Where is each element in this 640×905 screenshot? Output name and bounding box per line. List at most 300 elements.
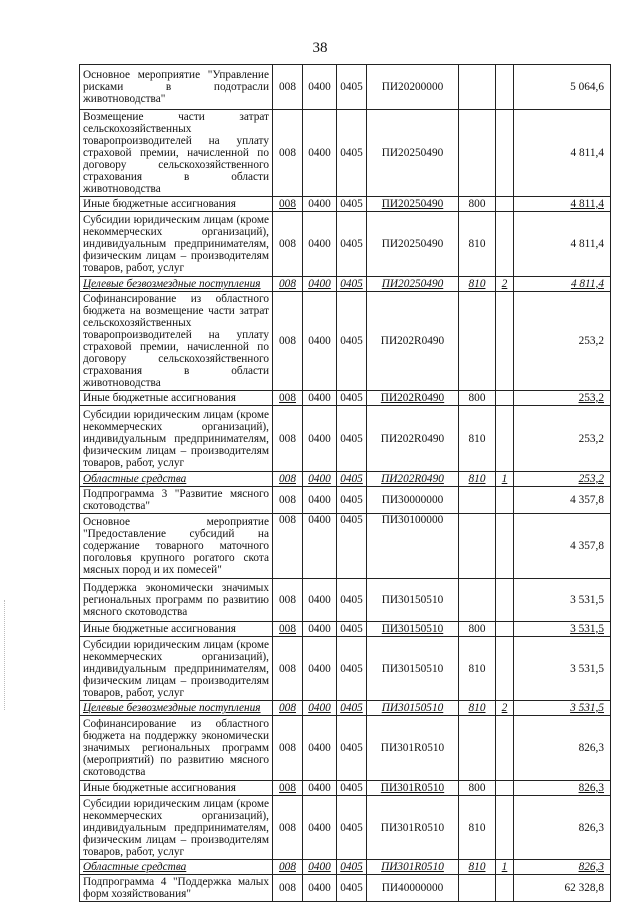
expense-type-cell (459, 875, 496, 902)
target-article-value: ПИ30150510 (381, 594, 444, 606)
target-article-value: ПИ30150510 (381, 702, 444, 714)
target-article-value: ПИ30150510 (381, 662, 444, 675)
target-article-cell (367, 622, 459, 637)
department-code-cell (273, 637, 303, 701)
item-name-cell: Софинансирование из областного бюджета на возмещение части затрат сельскохозяйственных товаропроизводителей на уплату страховой премии, начисленной по договору сельскохозяйственного страхования в области животноводства (80, 292, 273, 391)
department-code-cell (273, 875, 303, 902)
amount-value: 62 328,8 (564, 882, 604, 894)
table-row (80, 406, 611, 472)
amount-cell (514, 514, 611, 579)
funding-source-row (80, 860, 611, 875)
table-row (80, 212, 611, 277)
department-code-value: 008 (279, 278, 296, 290)
target-article-value: ПИ301R0510 (380, 782, 445, 794)
funding-source-cell (496, 197, 514, 212)
expense-type-cell (459, 110, 496, 197)
item-name-cell: Целевые безвозмездные поступления (80, 701, 273, 716)
subsection-code-cell (337, 212, 367, 277)
table-row (80, 391, 611, 406)
funding-source-cell (496, 65, 514, 110)
expense-type-value: 800 (468, 392, 486, 404)
funding-source-cell (496, 796, 514, 860)
item-name-cell: Подпрограмма 3 "Развитие мясного скотоводства" (80, 487, 273, 514)
target-article-cell (367, 487, 459, 514)
subsection-code-value: 0405 (340, 81, 363, 93)
funding-source-cell (496, 579, 514, 622)
amount-value: 4 357,8 (570, 540, 604, 552)
subsection-code-value: 0405 (340, 198, 363, 210)
item-name-cell: Областные средства (80, 472, 273, 487)
target-article-value: ПИ202R0490 (380, 335, 445, 347)
expense-type-cell (459, 197, 496, 212)
department-code-cell (273, 579, 303, 622)
subsection-code-value: 0405 (340, 702, 363, 714)
department-code-value: 008 (279, 623, 296, 635)
department-code-value: 008 (279, 81, 296, 93)
department-code-cell (273, 406, 303, 472)
department-code-value: 008 (279, 392, 296, 404)
item-name-cell: Субсидии юридическим лицам (кроме некоммерческих организаций), индивидуальным предпринимателям, физическим лицам – производителям товаров, работ, услуг (80, 796, 273, 860)
amount-cell (514, 65, 611, 110)
amount-cell (514, 637, 611, 701)
department-code-cell (273, 716, 303, 781)
subsection-code-value: 0405 (340, 782, 363, 794)
table-row (80, 622, 611, 637)
subsection-code-cell (337, 860, 367, 875)
funding-source-cell (496, 277, 514, 292)
amount-value: 4 811,4 (570, 198, 604, 210)
target-article-cell (367, 197, 459, 212)
funding-source-row (80, 277, 611, 292)
section-code-cell (303, 110, 337, 197)
subsection-code-cell (337, 197, 367, 212)
subsection-code-cell (337, 277, 367, 292)
section-code-cell (303, 781, 337, 796)
expense-type-cell (459, 391, 496, 406)
section-code-value: 0400 (308, 198, 331, 210)
target-article-cell (367, 716, 459, 781)
expense-type-value: 810 (468, 432, 486, 445)
department-code-cell (273, 514, 303, 579)
table-row (80, 65, 611, 110)
amount-value: 4 357,8 (570, 494, 604, 506)
target-article-value: ПИ20250490 (381, 198, 444, 210)
subsection-code-value: 0405 (340, 623, 363, 635)
section-code-value: 0400 (308, 147, 331, 159)
section-code-value: 0400 (308, 81, 331, 93)
expense-type-cell (459, 212, 496, 277)
section-code-value: 0400 (308, 392, 331, 404)
subsection-code-value: 0405 (340, 742, 363, 754)
expense-type-cell (459, 579, 496, 622)
section-code-cell (303, 796, 337, 860)
section-code-cell (303, 487, 337, 514)
item-name-cell: Софинансирование из областного бюджета на поддержку экономически значимых региональных программ (мероприятий) по развитию мясного скотоводства (80, 716, 273, 781)
section-code-value: 0400 (308, 432, 331, 445)
department-code-value: 008 (279, 882, 296, 894)
target-article-value: ПИ301R0510 (380, 821, 445, 834)
section-code-cell (303, 716, 337, 781)
table-row (80, 637, 611, 701)
amount-value: 3 531,5 (570, 623, 604, 635)
amount-cell (514, 197, 611, 212)
funding-source-cell (496, 716, 514, 781)
subsection-code-cell (337, 637, 367, 701)
expense-type-cell (459, 65, 496, 110)
item-name-cell: Иные бюджетные ассигнования (80, 781, 273, 796)
target-article-value: ПИ30150510 (381, 623, 444, 635)
department-code-cell (273, 701, 303, 716)
amount-cell (514, 292, 611, 391)
amount-value: 253,2 (578, 392, 604, 404)
section-code-cell (303, 472, 337, 487)
department-code-cell (273, 860, 303, 875)
target-article-value: ПИ301R0510 (381, 861, 444, 873)
subsection-code-cell (337, 472, 367, 487)
table-row (80, 796, 611, 860)
scan-edge-marks (4, 600, 7, 710)
expense-type-cell (459, 781, 496, 796)
item-name-cell: Областные средства (80, 860, 273, 875)
target-article-cell (367, 406, 459, 472)
funding-source-value: 2 (501, 702, 508, 714)
item-name-cell: Подпрограмма 4 "Поддержка малых форм хозяйствования" (80, 875, 273, 902)
funding-source-value: 1 (501, 861, 508, 873)
section-code-value: 0400 (308, 494, 331, 506)
expense-type-cell (459, 860, 496, 875)
department-code-value: 008 (279, 662, 296, 675)
expense-type-cell (459, 514, 496, 579)
expense-type-value: 800 (468, 782, 486, 794)
table-row (80, 716, 611, 781)
subsection-code-cell (337, 292, 367, 391)
target-article-value: ПИ202R0490 (380, 392, 445, 404)
table-row (80, 197, 611, 212)
target-article-value: ПИ20250490 (381, 147, 444, 159)
section-code-value: 0400 (308, 702, 331, 714)
expense-type-cell (459, 277, 496, 292)
department-code-cell (273, 622, 303, 637)
expense-type-value: 810 (468, 473, 486, 485)
target-article-value: ПИ20250490 (381, 278, 444, 290)
amount-cell (514, 622, 611, 637)
subsection-code-value: 0405 (340, 861, 363, 873)
target-article-cell (367, 514, 459, 579)
amount-value: 4 811,4 (570, 238, 604, 250)
section-code-cell (303, 406, 337, 472)
target-article-cell (367, 875, 459, 902)
section-code-cell (303, 637, 337, 701)
subsection-code-cell (337, 875, 367, 902)
section-code-value: 0400 (308, 335, 331, 347)
amount-cell (514, 110, 611, 197)
amount-value: 4 811,4 (570, 278, 604, 290)
department-code-cell (273, 487, 303, 514)
item-name-cell: Основное мероприятие "Управление рисками в подотрасли животноводства" (80, 65, 273, 110)
target-article-value: ПИ301R0510 (380, 742, 445, 754)
department-code-value: 008 (279, 821, 296, 834)
amount-cell (514, 781, 611, 796)
subsection-code-cell (337, 391, 367, 406)
budget-table-body (80, 65, 611, 902)
section-code-value: 0400 (308, 861, 331, 873)
target-article-value: ПИ202R0490 (380, 432, 445, 445)
amount-value: 3 531,5 (570, 702, 604, 714)
department-code-value: 008 (279, 147, 296, 159)
section-code-cell (303, 579, 337, 622)
subsection-code-value: 0405 (340, 494, 363, 506)
amount-value: 3 531,5 (570, 594, 604, 606)
funding-source-cell (496, 514, 514, 579)
subsection-code-cell (337, 487, 367, 514)
subsection-code-value: 0405 (340, 662, 363, 675)
amount-value: 826,3 (578, 861, 604, 873)
amount-cell (514, 406, 611, 472)
subsection-code-cell (337, 622, 367, 637)
subsection-code-value: 0405 (340, 147, 363, 159)
target-article-cell (367, 277, 459, 292)
section-code-value: 0400 (308, 238, 331, 250)
funding-source-row (80, 472, 611, 487)
amount-cell (514, 875, 611, 902)
table-row (80, 292, 611, 391)
amount-value: 4 811,4 (570, 147, 604, 159)
department-code-cell (273, 391, 303, 406)
subsection-code-cell (337, 514, 367, 579)
table-row (80, 487, 611, 514)
section-code-cell (303, 277, 337, 292)
subsection-code-value: 0405 (340, 392, 363, 404)
section-code-value: 0400 (308, 623, 331, 635)
target-article-value: ПИ30000000 (381, 494, 444, 506)
section-code-cell (303, 701, 337, 716)
subsection-code-cell (337, 796, 367, 860)
item-name-cell: Основное мероприятие "Предоставление субсидий на содержание товарного маточного поголовья крупного рогатого скота мясных пород и их помесей" (80, 514, 273, 579)
funding-source-cell (496, 391, 514, 406)
subsection-code-value: 0405 (340, 432, 363, 445)
department-code-cell (273, 277, 303, 292)
table-row (80, 781, 611, 796)
item-name-cell: Иные бюджетные ассигнования (80, 622, 273, 637)
item-name-cell: Субсидии юридическим лицам (кроме некоммерческих организаций), индивидуальным предпринимателям, физическим лицам – производителям товаров, работ, услуг (80, 406, 273, 472)
funding-source-cell (496, 637, 514, 701)
amount-value: 826,3 (578, 742, 604, 754)
section-code-value: 0400 (308, 278, 331, 290)
funding-source-row (80, 701, 611, 716)
target-article-value: ПИ20200000 (381, 81, 444, 93)
target-article-cell (367, 292, 459, 391)
section-code-value: 0400 (308, 882, 331, 894)
amount-value: 826,3 (578, 821, 604, 834)
section-code-value: 0400 (308, 782, 331, 794)
target-article-value: ПИ30100000 (381, 514, 444, 526)
target-article-cell (367, 472, 459, 487)
expense-type-cell (459, 622, 496, 637)
expense-type-cell (459, 472, 496, 487)
department-code-value: 008 (279, 742, 296, 754)
department-code-value: 008 (279, 432, 296, 445)
amount-cell (514, 701, 611, 716)
section-code-cell (303, 391, 337, 406)
amount-value: 3 531,5 (570, 662, 604, 675)
target-article-cell (367, 212, 459, 277)
page-number: 38 (312, 40, 328, 56)
amount-value: 5 064,6 (570, 81, 604, 93)
amount-value: 253,2 (578, 432, 604, 445)
item-name-cell: Субсидии юридическим лицам (кроме некоммерческих организаций), индивидуальным предпринимателям, физическим лицам – производителям товаров, работ, услуг (80, 212, 273, 277)
subsection-code-cell (337, 65, 367, 110)
amount-cell (514, 716, 611, 781)
department-code-value: 008 (279, 514, 296, 526)
amount-cell (514, 472, 611, 487)
section-code-value: 0400 (308, 742, 331, 754)
table-row (80, 514, 611, 579)
department-code-value: 008 (279, 473, 296, 485)
subsection-code-cell (337, 406, 367, 472)
target-article-cell (367, 65, 459, 110)
expense-type-cell (459, 487, 496, 514)
item-name-cell: Поддержка экономически значимых региональных программ по развитию мясного скотоводства (80, 579, 273, 622)
expense-type-value: 810 (468, 278, 486, 290)
expense-type-value: 810 (468, 861, 486, 873)
section-code-cell (303, 622, 337, 637)
target-article-cell (367, 110, 459, 197)
funding-source-value: 2 (501, 278, 508, 290)
funding-source-cell (496, 781, 514, 796)
item-name-cell: Иные бюджетные ассигнования (80, 197, 273, 212)
amount-cell (514, 796, 611, 860)
department-code-value: 008 (279, 494, 296, 506)
item-name-cell: Субсидии юридическим лицам (кроме некоммерческих организаций), индивидуальным предпринимателям, физическим лицам – производителям товаров, работ, услуг (80, 637, 273, 701)
table-row (80, 579, 611, 622)
department-code-cell (273, 65, 303, 110)
section-code-cell (303, 212, 337, 277)
funding-source-cell (496, 406, 514, 472)
item-name-cell: Иные бюджетные ассигнования (80, 391, 273, 406)
section-code-cell (303, 197, 337, 212)
funding-source-cell (496, 472, 514, 487)
target-article-cell (367, 781, 459, 796)
expense-type-value: 810 (468, 702, 486, 714)
target-article-value: ПИ40000000 (381, 882, 444, 894)
section-code-cell (303, 65, 337, 110)
funding-source-cell (496, 701, 514, 716)
amount-cell (514, 391, 611, 406)
expense-type-value: 810 (468, 821, 486, 834)
department-code-cell (273, 110, 303, 197)
expense-type-cell (459, 701, 496, 716)
target-article-cell (367, 701, 459, 716)
funding-source-value: 1 (501, 473, 508, 485)
department-code-cell (273, 292, 303, 391)
subsection-code-value: 0405 (340, 514, 363, 526)
section-code-cell (303, 875, 337, 902)
expense-type-cell (459, 406, 496, 472)
item-name-cell: Целевые безвозмездные поступления (80, 277, 273, 292)
expense-type-cell (459, 796, 496, 860)
expense-type-cell (459, 637, 496, 701)
expense-type-value: 810 (468, 662, 486, 675)
department-code-value: 008 (279, 702, 296, 714)
amount-cell (514, 579, 611, 622)
subsection-code-value: 0405 (340, 882, 363, 894)
section-code-cell (303, 514, 337, 579)
expense-type-cell (459, 292, 496, 391)
amount-cell (514, 277, 611, 292)
subsection-code-cell (337, 579, 367, 622)
subsection-code-value: 0405 (340, 821, 363, 834)
table-row (80, 875, 611, 902)
department-code-value: 008 (279, 861, 296, 873)
funding-source-cell (496, 292, 514, 391)
funding-source-cell (496, 860, 514, 875)
target-article-cell (367, 637, 459, 701)
department-code-value: 008 (279, 335, 296, 347)
section-code-value: 0400 (308, 594, 331, 606)
amount-value: 826,3 (578, 782, 604, 794)
expense-type-value: 800 (468, 623, 486, 635)
department-code-value: 008 (279, 198, 296, 210)
amount-cell (514, 487, 611, 514)
department-code-cell (273, 781, 303, 796)
section-code-value: 0400 (308, 821, 331, 834)
target-article-cell (367, 860, 459, 875)
section-code-cell (303, 860, 337, 875)
table-row (80, 110, 611, 197)
amount-value: 253,2 (578, 473, 604, 485)
amount-cell (514, 212, 611, 277)
funding-source-cell (496, 622, 514, 637)
funding-source-cell (496, 875, 514, 902)
department-code-cell (273, 796, 303, 860)
subsection-code-value: 0405 (340, 238, 363, 250)
section-code-value: 0400 (308, 514, 331, 526)
budget-table (79, 64, 611, 902)
subsection-code-value: 0405 (340, 473, 363, 485)
funding-source-cell (496, 212, 514, 277)
subsection-code-value: 0405 (340, 278, 363, 290)
expense-type-value: 810 (468, 238, 486, 250)
target-article-value: ПИ20250490 (381, 238, 444, 250)
target-article-cell (367, 796, 459, 860)
subsection-code-cell (337, 701, 367, 716)
section-code-value: 0400 (308, 662, 331, 675)
department-code-value: 008 (279, 782, 296, 794)
department-code-cell (273, 197, 303, 212)
item-name-cell: Возмещение части затрат сельскохозяйственных товаропроизводителей на уплату страховой премии, начисленной по договору сельскохозяйственного страхования в области животноводства (80, 110, 273, 197)
subsection-code-cell (337, 781, 367, 796)
subsection-code-value: 0405 (340, 335, 363, 347)
department-code-value: 008 (279, 238, 296, 250)
department-code-value: 008 (279, 594, 296, 606)
target-article-cell (367, 579, 459, 622)
funding-source-cell (496, 110, 514, 197)
funding-source-cell (496, 487, 514, 514)
subsection-code-cell (337, 716, 367, 781)
target-article-value: ПИ202R0490 (381, 473, 444, 485)
section-code-cell (303, 292, 337, 391)
section-code-value: 0400 (308, 473, 331, 485)
department-code-cell (273, 212, 303, 277)
department-code-cell (273, 472, 303, 487)
subsection-code-value: 0405 (340, 594, 363, 606)
amount-cell (514, 860, 611, 875)
target-article-cell (367, 391, 459, 406)
expense-type-cell (459, 716, 496, 781)
amount-value: 253,2 (578, 335, 604, 347)
expense-type-value: 800 (468, 198, 486, 210)
subsection-code-cell (337, 110, 367, 197)
